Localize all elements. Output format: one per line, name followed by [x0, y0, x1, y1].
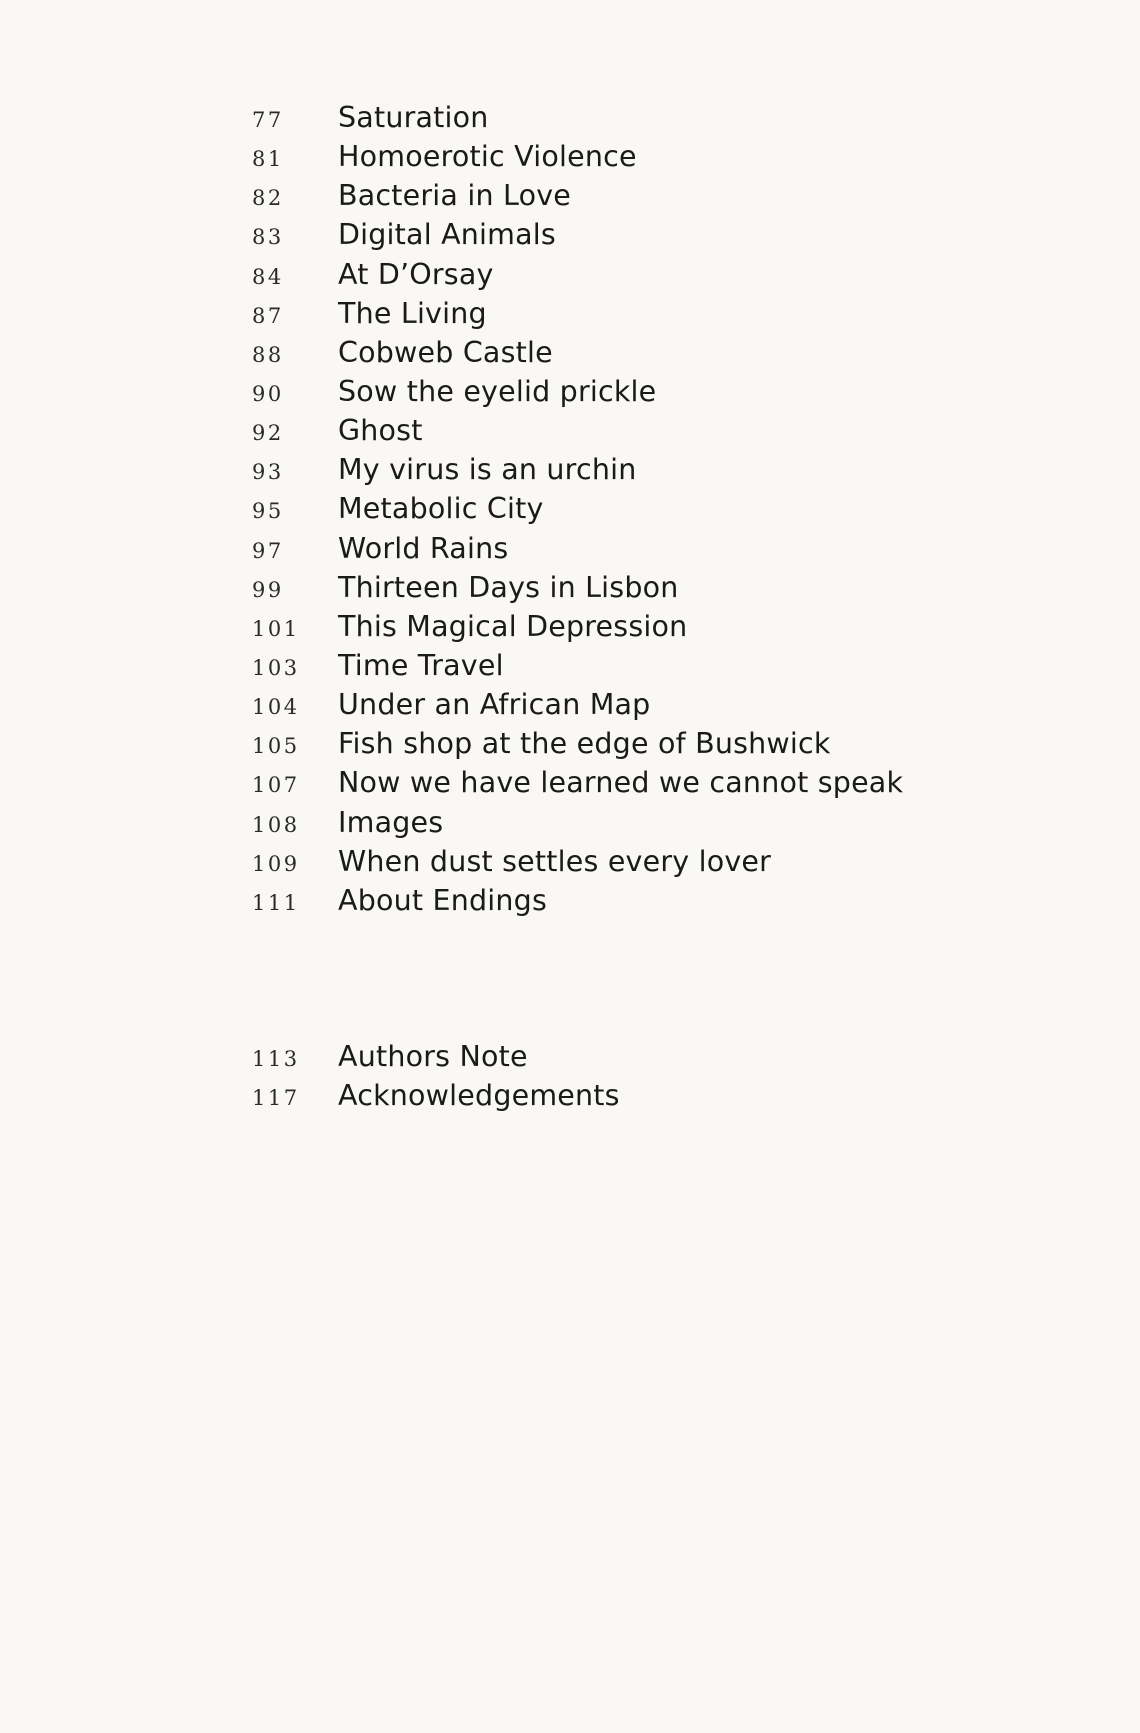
- toc-page-number: 105: [252, 734, 300, 759]
- toc-page-number: 95: [252, 499, 284, 524]
- toc-title: Now we have learned we cannot speak: [338, 766, 904, 800]
- toc-entry[interactable]: [252, 98, 1012, 137]
- toc-entry[interactable]: [252, 1076, 1012, 1115]
- toc-title: The Living: [338, 296, 487, 330]
- toc-page-number: 103: [252, 655, 300, 680]
- toc-page-number: 117: [252, 1086, 300, 1111]
- toc-entry[interactable]: [252, 450, 1012, 489]
- toc-title: Bacteria in Love: [338, 179, 572, 213]
- toc-entry[interactable]: [252, 333, 1012, 372]
- toc-page-number: 113: [252, 1046, 300, 1071]
- toc-page-number: 97: [252, 538, 284, 563]
- toc-page-number: 84: [252, 264, 284, 289]
- toc-page-number: 83: [252, 225, 284, 250]
- toc-page-number: 82: [252, 186, 284, 211]
- toc-page-number: 88: [252, 342, 284, 367]
- toc-page-number: 107: [252, 773, 300, 798]
- toc-entry[interactable]: [252, 881, 1012, 920]
- toc-title: When dust settles every lover: [338, 844, 772, 878]
- toc-entry[interactable]: [252, 568, 1012, 607]
- toc-entry[interactable]: [252, 176, 1012, 215]
- toc-title: Homoerotic Violence: [338, 140, 637, 174]
- toc-page-number: 108: [252, 812, 300, 837]
- toc-title: Thirteen Days in Lisbon: [338, 570, 679, 604]
- toc-entry[interactable]: [252, 803, 1012, 842]
- toc-entry[interactable]: [252, 215, 1012, 254]
- toc-title: Time Travel: [338, 648, 504, 682]
- toc-entry[interactable]: [252, 607, 1012, 646]
- toc-title: Digital Animals: [338, 218, 556, 252]
- toc-entry[interactable]: [252, 763, 1012, 802]
- toc-title: Acknowledgements: [338, 1079, 620, 1113]
- toc-back-matter-section: [252, 1037, 1012, 1115]
- toc-title: Under an African Map: [338, 688, 651, 722]
- toc-page-number: 87: [252, 303, 284, 328]
- toc-page-number: 77: [252, 108, 284, 132]
- toc-title: At D’Orsay: [338, 257, 494, 291]
- toc-title: Saturation: [338, 101, 489, 134]
- toc-page-number: 93: [252, 460, 284, 485]
- toc-page-number: 101: [252, 616, 300, 641]
- toc-page-number: 92: [252, 421, 284, 446]
- toc-title: Fish shop at the edge of Bushwick: [338, 727, 831, 761]
- toc-title: Ghost: [338, 414, 423, 448]
- toc-entry[interactable]: [252, 372, 1012, 411]
- toc-entry[interactable]: [252, 411, 1012, 450]
- toc-page-number: 109: [252, 851, 300, 876]
- toc-entry[interactable]: [252, 685, 1012, 724]
- toc-entry[interactable]: [252, 1037, 1012, 1076]
- toc-title: Sow the eyelid prickle: [338, 374, 657, 408]
- toc-page-number: 90: [252, 381, 284, 406]
- toc-title: Images: [338, 805, 444, 839]
- toc-page-number: 104: [252, 695, 300, 720]
- toc-page-number: 99: [252, 577, 284, 602]
- toc-main-section: [252, 98, 1012, 920]
- toc-entry[interactable]: [252, 294, 1012, 333]
- toc-entry[interactable]: [252, 646, 1012, 685]
- table-of-contents: [252, 98, 1012, 1115]
- toc-entry[interactable]: [252, 724, 1012, 763]
- toc-title: Authors Note: [338, 1039, 528, 1073]
- toc-entry[interactable]: [252, 529, 1012, 568]
- toc-title: This Magical Depression: [338, 609, 688, 643]
- toc-entry[interactable]: [252, 842, 1012, 881]
- toc-title: Metabolic City: [338, 492, 544, 526]
- toc-title: My virus is an urchin: [338, 453, 637, 487]
- toc-entry[interactable]: [252, 255, 1012, 294]
- toc-title: Cobweb Castle: [338, 335, 553, 369]
- toc-page-number: 81: [252, 147, 284, 172]
- toc-title: World Rains: [338, 531, 509, 565]
- toc-page-number: 111: [252, 890, 300, 915]
- toc-title: About Endings: [338, 883, 548, 917]
- toc-entry[interactable]: [252, 137, 1012, 176]
- toc-entry[interactable]: [252, 489, 1012, 528]
